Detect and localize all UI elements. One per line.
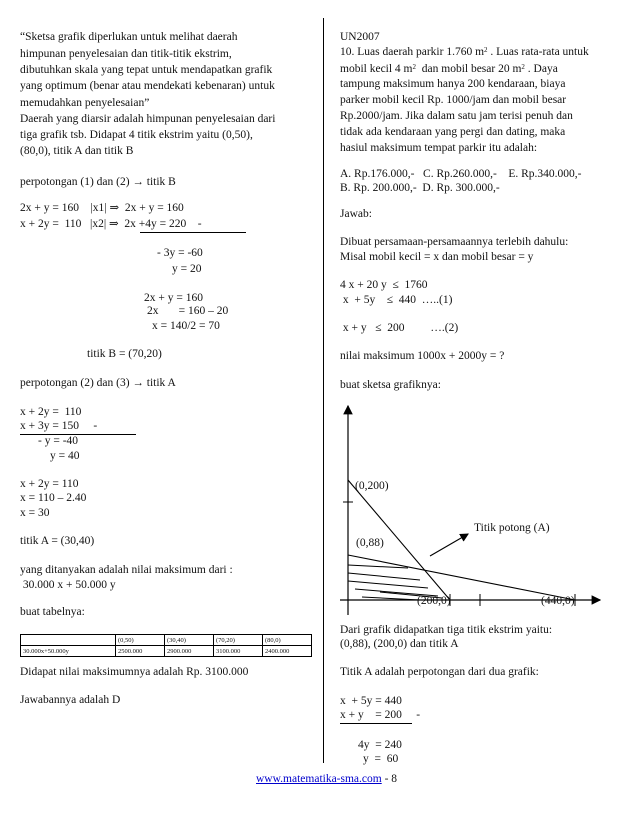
label-0-88: (0,88) (356, 537, 384, 549)
b-step-4: 2x = 160 – 20 (147, 305, 229, 317)
system-eq-1: x + 5y = 440 (340, 695, 402, 707)
system-step-1: 4y = 240 (358, 739, 402, 751)
a-step-4: x = 110 – 2.40 (20, 492, 87, 504)
options-line-2: B. Rp. 200.000,- D. Rp. 300.000,- (340, 182, 500, 194)
quote-line-3: dibutuhkan skala yang tepat untuk mendapatkan grafik (20, 64, 273, 76)
after-graph-line-2: (0,88), (200,0) dan titik A (340, 638, 459, 650)
after-graph-line-1: Dari grafik didapatkan tiga titik ekstrim yaitu: (340, 624, 553, 636)
table-cell: (80,0) (263, 635, 312, 646)
quote-line-5: memudahkan penyelesaian” (20, 97, 150, 109)
quote-line-1: “Sketsa grafik diperlukan untuk melihat daerah (20, 31, 238, 43)
definition-line-2: Misal mobil kecil = x dan mobil besar = y (340, 251, 534, 263)
region-line-3: (80,0), titik A dan titik B (20, 145, 134, 157)
pointer-arrow (430, 534, 468, 556)
question-line-4: parker mobil kecil Rp. 1000/jam dan mobil besar (340, 94, 567, 106)
jawab-label: Jawab: (340, 208, 372, 220)
asked-line-1: yang ditanyakan adalah nilai maksimum dari : (20, 564, 233, 576)
constraint-2: x + 5y ≤ 440 …..(1) (340, 294, 453, 306)
source-label: UN2007 (340, 31, 380, 43)
intersection-b-title: perpotongan (1) dan (2) → titik B (20, 176, 176, 188)
table-title: buat tabelnya: (20, 606, 85, 618)
a-step-1: - y = -40 (38, 435, 79, 447)
question-line-7: hasiul maksimum tempat parkir itu adalah: (340, 142, 538, 154)
label-titik-potong: Titik potong (A) (474, 522, 550, 534)
label-0-200: (0,200) (355, 480, 389, 492)
answer-text: Jawabannya adalah D (20, 694, 121, 706)
a-equation-2: x + 3y = 150 - (20, 420, 98, 432)
system-eq-2: x + y = 200 - (340, 709, 421, 721)
question-line-6: tidak ada kendaraan yang pergi dan dating, maka (340, 126, 566, 138)
question-line-3: tampung maksimum hanya 200 kendaraan, biaya (340, 78, 566, 90)
table-cell: (0,50) (116, 635, 165, 646)
system-step-2: y = 60 (363, 753, 399, 765)
b-step-1: - 3y = -60 (157, 247, 203, 259)
table-cell: 2900.000 (165, 646, 214, 657)
b-step-3: 2x + y = 160 (144, 292, 203, 304)
question-line-5: Rp.2000/jam. Jika dalam satu jam terisi penuh dan (340, 110, 573, 122)
b-result: titik B = (70,20) (87, 348, 162, 360)
page-number: - 8 (381, 773, 398, 785)
region-line-2: tiga grafik tsb. Didapat 4 titik ekstrim yaitu (0,50), (20, 129, 253, 141)
constraint-line-1 (348, 555, 575, 600)
website-link[interactable]: www.matematika-sma.com (256, 773, 382, 785)
label-440-0: (440,0) (541, 595, 575, 607)
objective-text: nilai maksimum 1000x + 2000y = ? (340, 350, 505, 362)
a-step-3: x + 2y = 110 (20, 478, 79, 490)
table-cell: 3100.000 (214, 646, 263, 657)
table-cell: 30.000x+50.000y (21, 646, 116, 657)
b-equation-1: 2x + y = 160 |x1| ⇒ 2x + y = 160 (20, 202, 184, 214)
options-line-1: A. Rp.176.000,- C. Rp.260.000,- E. Rp.340.000,- (340, 168, 582, 180)
a-step-2: y = 40 (50, 450, 80, 462)
table-cell: (70,20) (214, 635, 263, 646)
footer (256, 773, 397, 785)
region-line-1: Daerah yang diarsir adalah himpunan penyelesaian dari (20, 113, 276, 125)
b-step-5: x = 140/2 = 70 (152, 320, 220, 332)
objective-function: 30.000 x + 50.000 y (20, 579, 116, 591)
label-200-0: (200,0) (417, 595, 451, 607)
quote-line-2: himpunan penyelesaian dan titik-titik ekstrim, (20, 48, 232, 60)
question-line-2: mobil kecil 4 $m^2$ dan mobil besar 20 $m^2$ . Daya (340, 63, 558, 75)
a-step-5: x = 30 (20, 507, 50, 519)
max-value-text: Didapat nilai maksimumnya adalah Rp. 3100.000 (20, 666, 249, 678)
b-equation-2: x + 2y = 110 |x2| ⇒ 2x +4y = 220 - (20, 218, 202, 230)
titik-a-text: Titik A adalah perpotongan dari dua grafik: (340, 666, 539, 678)
subtraction-rule (340, 723, 412, 724)
constraint-3: x + y ≤ 200 ….(2) (340, 322, 459, 334)
table-cell: 2500.000 (116, 646, 165, 657)
definition-line-1: Dibuat persamaan-persamaannya terlebih dahulu: (340, 236, 569, 248)
b-step-2: y = 20 (172, 263, 202, 275)
quote-line-4: yang optimum (benar atau mendekati kebenaran) untuk (20, 80, 275, 92)
table-cell: 2400.000 (263, 646, 312, 657)
a-result: titik A = (30,40) (20, 535, 95, 547)
sketch-title: buat sketsa grafiknya: (340, 379, 441, 391)
a-equation-1: x + 2y = 110 (20, 406, 82, 418)
intersection-a-title: perpotongan (2) dan (3) → titik A (20, 377, 176, 389)
table-cell: (30,40) (165, 635, 214, 646)
constraint-1: 4 x + 20 y ≤ 1760 (340, 279, 428, 291)
question-line-1: 10. Luas daerah parkir 1.760 $m^2$ . Luas rata-rata untuk (340, 46, 589, 58)
